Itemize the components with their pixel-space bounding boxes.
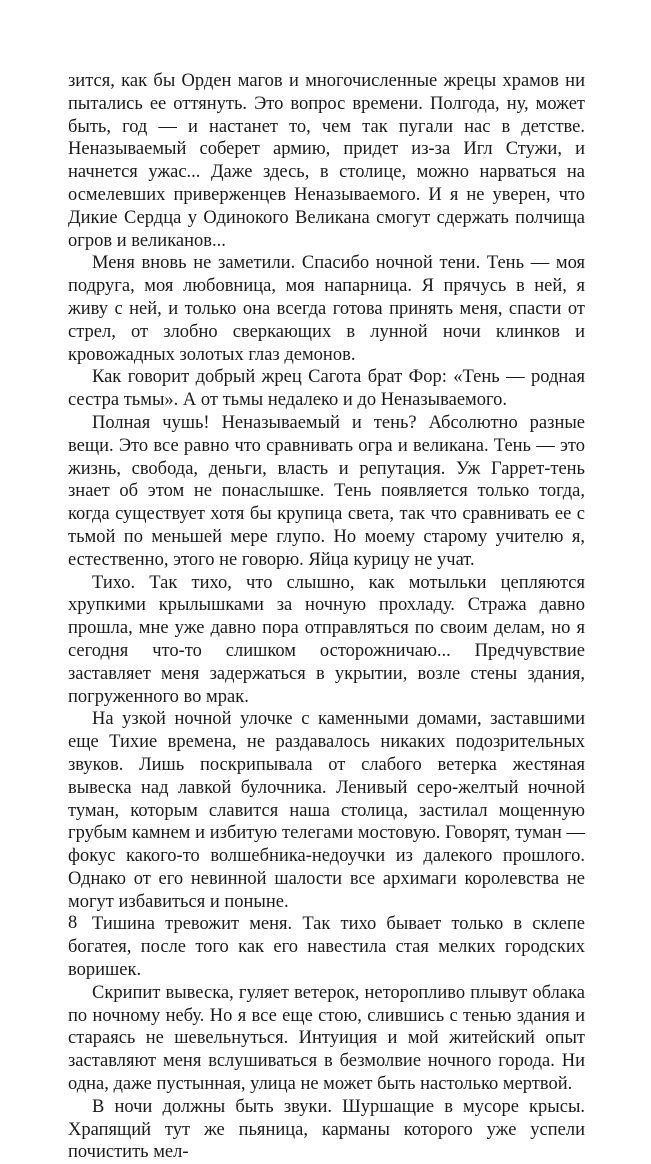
paragraph: Как говорит добрый жрец Сагота брат Фор: «Тень — родная сестра тьмы». А от тьмы недалеко и до Неназываемого. <box>68 367 585 411</box>
paragraph: На узкой ночной улочке с каменными домами, заставшими еще Тихие времена, не раздавалось никаких подозрительных звуков. Лишь поскрипывала от слабого ветерка жестяная вывеска над лавкой булочника. Ленивый серо-желтый ночной туман, которым славится наша столица, застилал мощенную грубым камнем и избитую телегами мостовую. Говорят, туман — фокус какого-то волшебника-недоучки из далекого прошлого. Однако от его невинной шалости все архимаги королевства не могут избавиться и поныне. <box>68 709 585 912</box>
paragraph: Тишина тревожит меня. Так тихо бывает только в склепе богатея, после того как его навестила стая мелких городских воришек. <box>68 914 585 981</box>
paragraph: Скрипит вывеска, гуляет ветерок, неторопливо плывут облака по ночному небу. Но я все еще стою, слившись с тенью здания и стараясь не шевельнуться. Интуиция и мой житейский опыт заставляют меня вслушиваться в безмолвие ночного города. Ни одна, даже пустынная, улица не может быть настолько мертвой. <box>68 982 585 1095</box>
page-number: 8 <box>68 913 78 933</box>
paragraph: Меня вновь не заметили. Спасибо ночной тени. Тень — моя подруга, моя любовница, моя напарница. Я прячусь в ней, я живу с ней, и только она всегда готова принять меня, спасти от стрел, от злобно сверкающих в лунной ночи клинков и кровожадных золотых глаз демонов. <box>68 253 585 365</box>
paragraph: Тихо. Так тихо, что слышно, как мотыльки цепляются хрупкими крылышками за ночную прохладу. Стража давно прошла, мне уже давно пора отправляться по своим делам, но я сегодня что-то слишком осторожничаю... Предчувствие заставляет меня задержаться в укрытии, возле стены здания, погруженного во мрак. <box>68 572 585 707</box>
paragraph: зится, как бы Орден магов и многочисленные жрецы храмов ни пытались ее оттянуть. Это вопрос времени. Полгода, ну, может быть, год — и настанет то, чем так пугали нас в детстве. Неназываемый соберет армию, придет из-за Игл Стужи, и начнется ужас... Даже здесь, в столице, можно нарваться на осмелевших приверженцев Неназываемого. И я не уверен, что Дикие Сердца у Одинокого Великана смогут сдержать полчища огров и великанов... <box>68 71 585 251</box>
paragraph: В ночи должны быть звуки. Шуршащие в мусоре крысы. Храпящий тут же пьяница, карманы которого уже успели почистить мел- <box>68 1096 585 1163</box>
paragraph: Полная чушь! Неназываемый и тень? Абсолютно разные вещи. Это все равно что сравнивать огра и великана. Тень — это жизнь, свобода, деньги, власть и репутация. Уж Гаррет-тень знает об этом не понаслышке. Тень появляется только тогда, когда существует хотя бы крупица света, так что сравнивать ее с тьмой по меньшей мере глупо. Но моему старому учителю я, естественно, этого не говорю. Яйца курицу не учат. <box>68 412 585 570</box>
